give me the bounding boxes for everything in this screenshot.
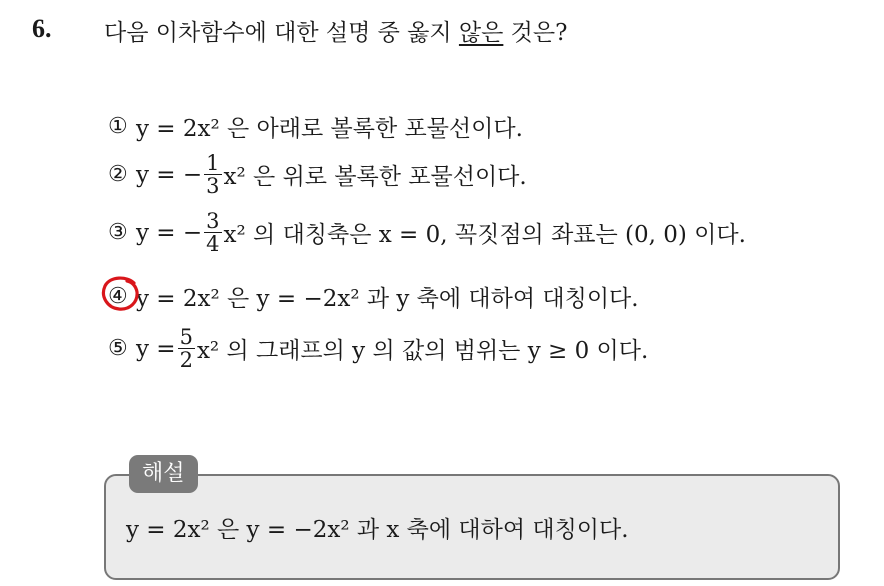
choice-marker: ⑤ xyxy=(108,336,128,362)
fraction-denominator: 2 xyxy=(179,348,193,373)
fraction xyxy=(204,152,221,197)
solution-text: y = 2x² 은 y = −2x² 과 x 축에 대하여 대칭이다. xyxy=(126,517,629,543)
choice-marker: ② xyxy=(108,162,128,188)
choice-text: y = 2x² 은 아래로 볼록한 포물선이다. xyxy=(136,116,523,142)
choice-prefix: y = − xyxy=(136,161,203,188)
choice-suffix: x² 의 그래프의 y 의 값의 범위는 y ≥ 0 이다. xyxy=(196,338,649,365)
question-text xyxy=(104,14,567,47)
choice-suffix: x² 은 위로 볼록한 포물선이다. xyxy=(223,164,527,191)
choice-1[interactable] xyxy=(108,110,523,143)
question-text-before: 다음 이차함수에 대한 설명 중 옳지 xyxy=(104,20,459,46)
choice-marker: ① xyxy=(108,114,128,139)
choice-prefix: y = xyxy=(136,335,176,362)
fraction-numerator: 1 xyxy=(206,151,220,175)
fraction-denominator: 4 xyxy=(206,232,220,257)
choice-3[interactable] xyxy=(108,210,746,255)
fraction-numerator: 3 xyxy=(206,209,220,233)
question-text-underlined: 않은 xyxy=(458,20,504,46)
fraction xyxy=(178,326,195,371)
question-number: 6. xyxy=(32,14,52,43)
choice-5[interactable] xyxy=(108,326,648,371)
fraction-denominator: 3 xyxy=(206,174,220,199)
fraction xyxy=(204,210,221,255)
choice-text: y = 2x² 은 y = −2x² 과 y 축에 대하여 대칭이다. xyxy=(136,286,639,312)
solution-tag: 해설 xyxy=(129,455,198,493)
choice-2[interactable] xyxy=(108,152,527,197)
fraction-numerator: 5 xyxy=(179,325,193,349)
question-text-after: 것은? xyxy=(503,20,568,46)
choice-4[interactable] xyxy=(108,280,639,313)
choice-marker: ③ xyxy=(108,220,128,246)
choice-marker: ④ xyxy=(108,284,128,309)
choice-prefix: y = − xyxy=(136,219,203,246)
choice-suffix: x² 의 대칭축은 x = 0, 꼭짓점의 좌표는 (0, 0) 이다. xyxy=(223,222,746,249)
